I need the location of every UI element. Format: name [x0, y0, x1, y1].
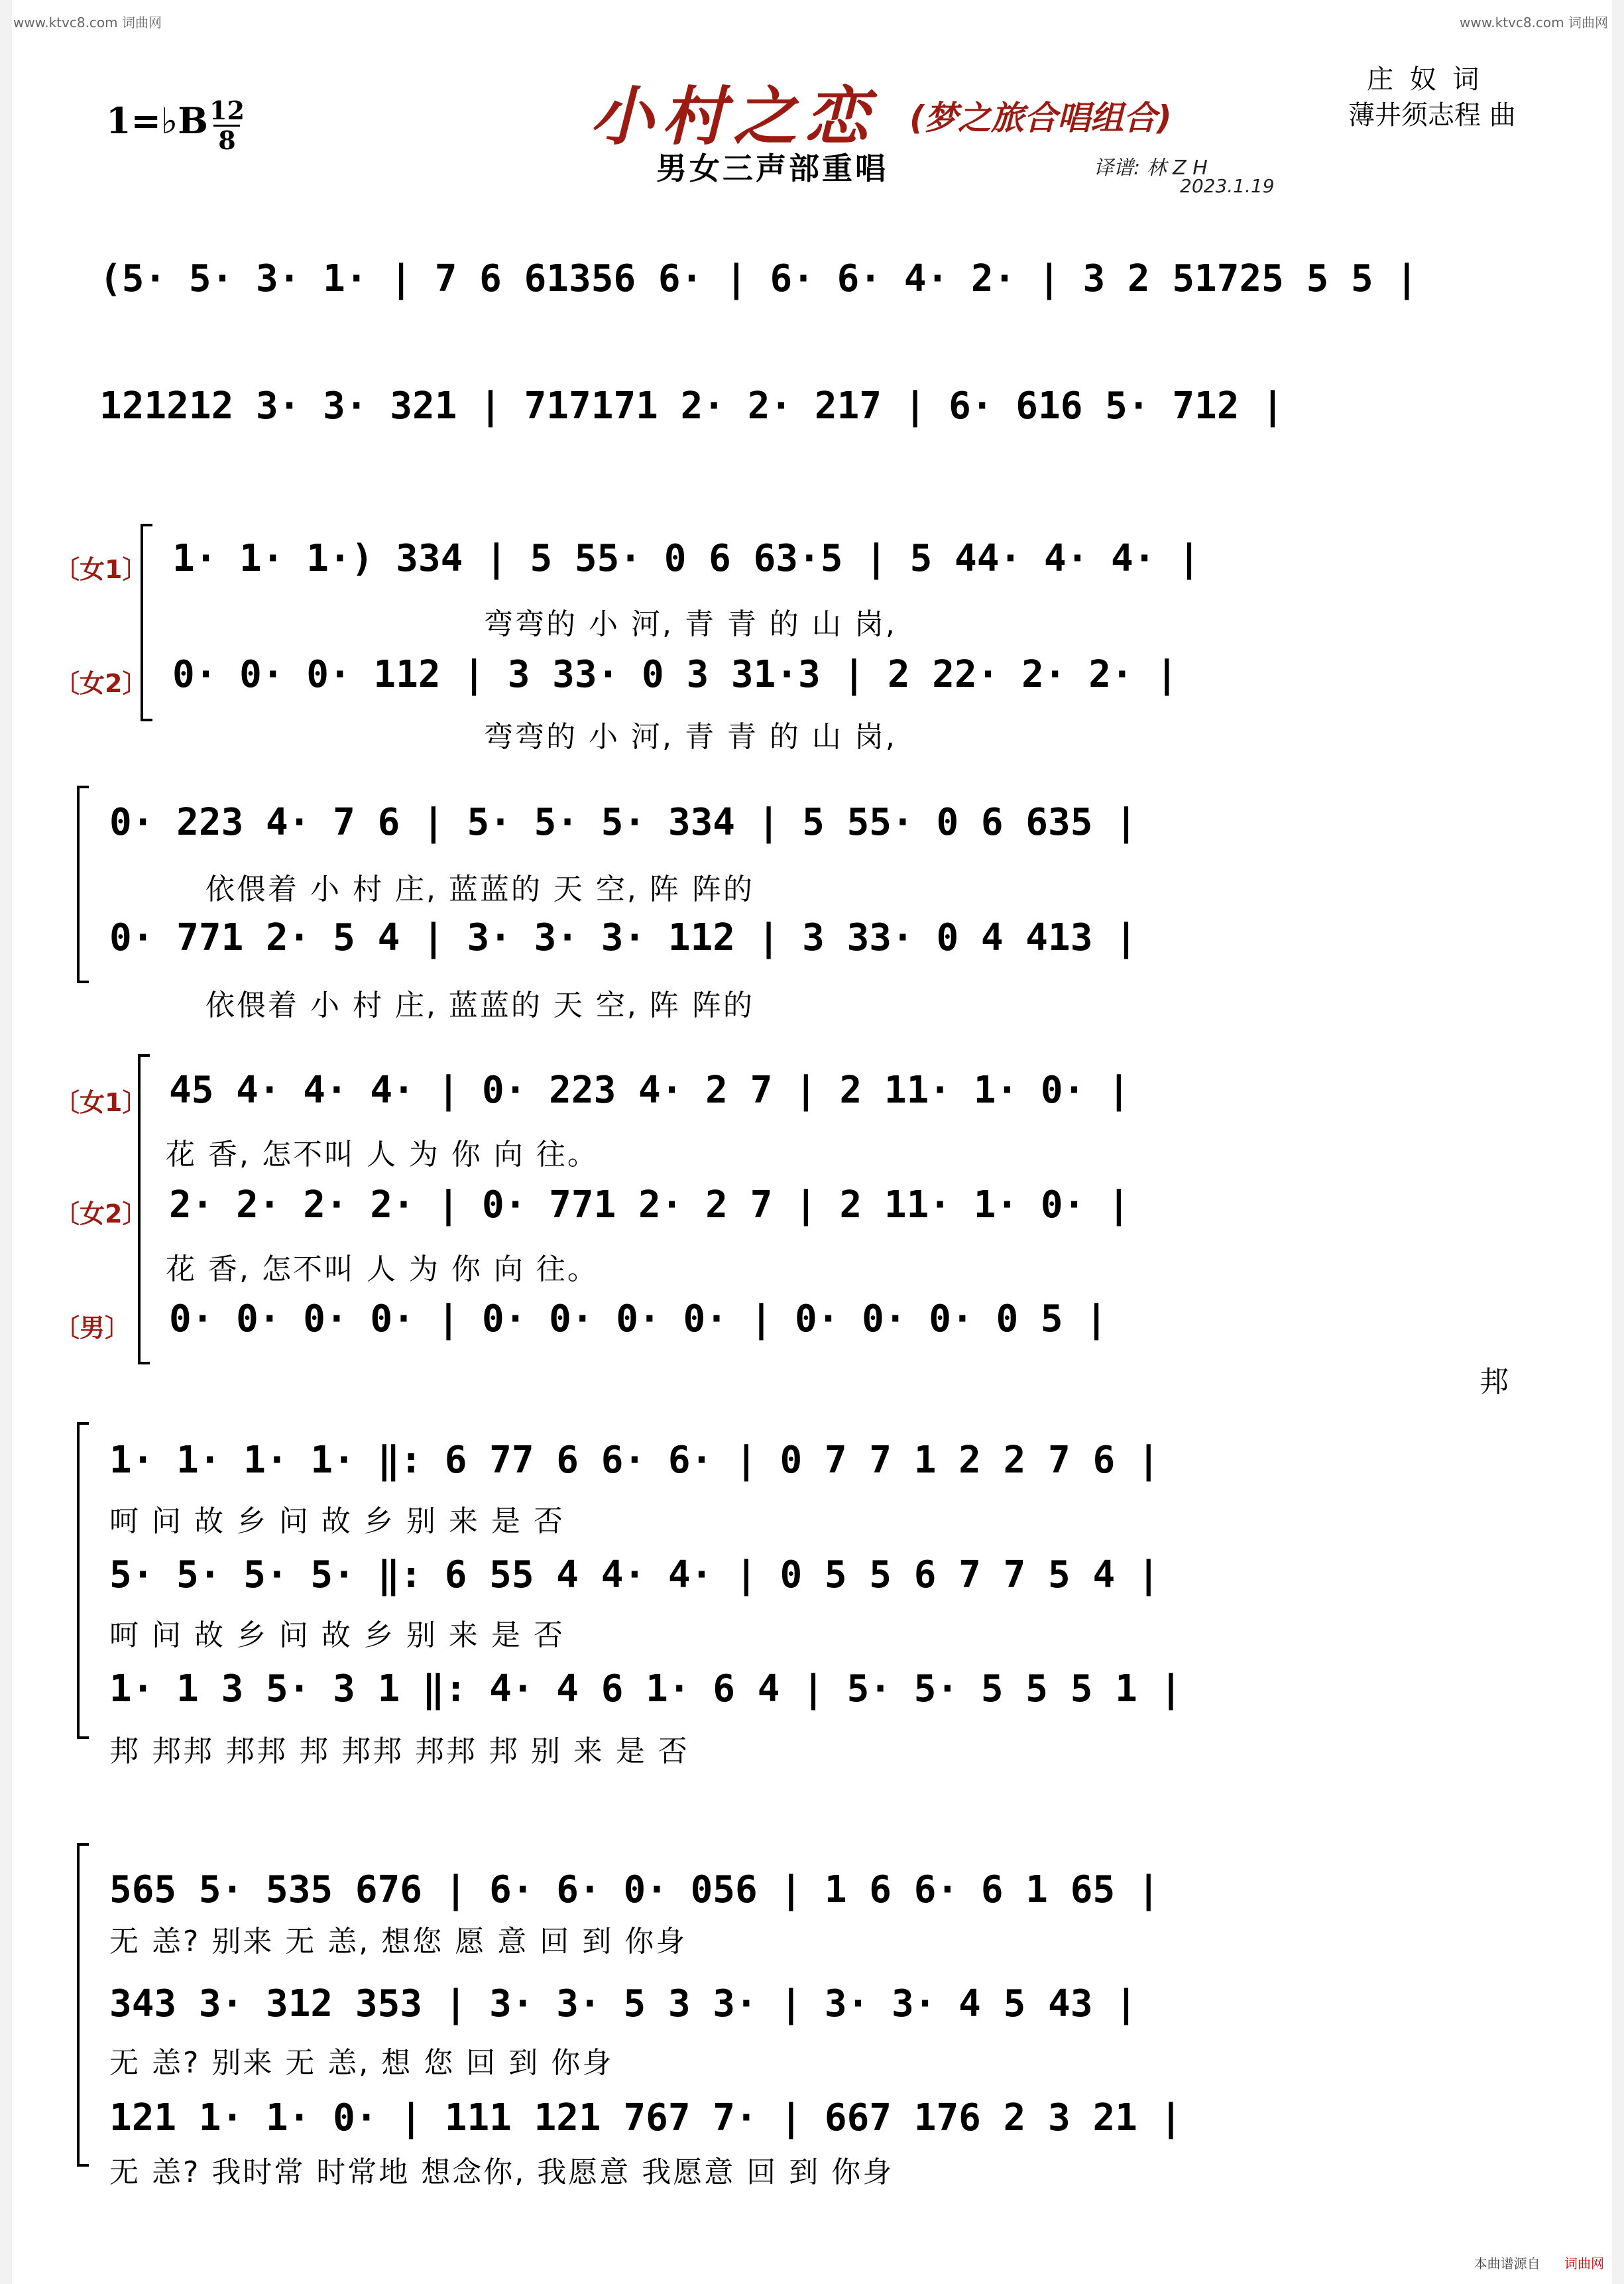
meter-bottom: 8: [218, 125, 236, 155]
score-line: 0· 223 4· 7 6 | 5· 5· 5· 334 | 5 55· 0 6 635 |: [109, 801, 1137, 844]
part-label-female1: 〔女1〕: [54, 1088, 148, 1117]
composer: 薄井须志程 曲: [1348, 100, 1516, 131]
part-label-female2: 〔女2〕: [54, 669, 148, 698]
date: 2023.1.19: [1180, 175, 1275, 197]
lyricist: 庄 奴 词: [1367, 64, 1483, 95]
score-line: 1· 1 3 5· 3 1 ‖: 4· 4 6 1· 6 4 | 5· 5· 5 5 5 1 |: [109, 1667, 1183, 1711]
system-brace: [77, 786, 89, 983]
score-line: 343 3· 312 353 | 3· 3· 5 3 3· | 3· 3· 4 5 43 |: [109, 1982, 1137, 2025]
translator: 译谱: 林 Z H: [1094, 156, 1208, 180]
part-label-male: 〔男〕: [54, 1313, 131, 1343]
lyric-line: 花 香, 怎不叫 人 为 你 向 往。: [166, 1138, 599, 1172]
score-line: 0· 771 2· 5 4 | 3· 3· 3· 112 | 3 33· 0 4 413 |: [109, 916, 1137, 959]
score-line: 1· 1· 1·) 334 | 5 55· 0 6 63·5 | 5 44· 4· 4· |: [172, 537, 1200, 580]
left-border: [0, 0, 12, 2284]
meter-top: 12: [209, 95, 245, 125]
lyric-line: 弯弯的 小 河, 青 青 的 山 岗,: [484, 720, 897, 754]
lyric-line: 邦 邦邦 邦邦 邦 邦邦 邦邦 邦 别 来 是 否: [109, 1734, 689, 1768]
lyric-line: 无 恙? 别来 无 恙, 想 您 回 到 你身: [109, 2046, 614, 2080]
time-signature: [209, 97, 245, 154]
score-line: 0· 0· 0· 112 | 3 33· 0 3 31·3 | 2 22· 2· 2· |: [172, 653, 1179, 696]
system-brace: [77, 1843, 89, 2167]
part-label-female2: 〔女2〕: [54, 1199, 148, 1229]
lyric-line: 邦: [1479, 1365, 1511, 1399]
part-label-female1: 〔女1〕: [54, 555, 148, 584]
lyric-line: 无 恙? 别来 无 恙, 想您 愿 意 回 到 你身: [109, 1925, 687, 1958]
score-line: 121212 3· 3· 321 | 717171 2· 2· 217 | 6· 616 5· 712 |: [99, 385, 1284, 428]
lyric-line: 依偎着 小 村 庄, 蓝蓝的 天 空, 阵 阵的: [205, 872, 754, 906]
score-line: 2· 2· 2· 2· | 0· 771 2· 2 7 | 2 11· 1· 0· |: [169, 1183, 1130, 1227]
site-header-right: www.ktvc8.com 词曲网: [1459, 15, 1608, 30]
lyric-line: 依偎着 小 村 庄, 蓝蓝的 天 空, 阵 阵的: [205, 989, 754, 1022]
lyric-line: 呵 问 故 乡 问 故 乡 别 来 是 否: [109, 1504, 565, 1538]
score-line: 5· 5· 5· 5· ‖: 6 55 4 4· 4· | 0 5 5 6 7 7 5 4 |: [109, 1553, 1160, 1596]
lyric-line: 呵 问 故 乡 问 故 乡 别 来 是 否: [109, 1618, 565, 1652]
lyric-line: 花 香, 怎不叫 人 为 你 向 往。: [166, 1252, 599, 1286]
score-line: 1· 1· 1· 1· ‖: 6 77 6 6· 6· | 0 7 7 1 2 2 7 6 |: [109, 1439, 1160, 1482]
score-line: 0· 0· 0· 0· | 0· 0· 0· 0· | 0· 0· 0· 0 5 |: [169, 1297, 1108, 1341]
site-header-left: www.ktvc8.com 词曲网: [13, 15, 162, 30]
system-brace: [138, 1054, 150, 1364]
arrangement-heading: 男女三声部重唱: [656, 150, 888, 186]
song-title: 小村之恋: [590, 80, 876, 154]
song-subtitle: (梦之旅合唱组合): [909, 99, 1172, 137]
footer: [1474, 2253, 1604, 2272]
score-line: 565 5· 535 676 | 6· 6· 0· 056 | 1 6 6· 6 1 65 |: [109, 1868, 1160, 1911]
lyric-line: 弯弯的 小 河, 青 青 的 山 岗,: [484, 607, 897, 641]
score-line: (5· 5· 3· 1· | 7 6 61356 6· | 6· 6· 4· 2· | 3 2 51725 5 5 |: [99, 257, 1419, 300]
score-line: 45 4· 4· 4· | 0· 223 4· 2 7 | 2 11· 1· 0· |: [169, 1069, 1130, 1112]
footer-site: 词曲网: [1564, 2255, 1604, 2271]
system-brace: [141, 524, 152, 721]
key-signature: 1=♭B: [106, 99, 208, 142]
system-brace: [77, 1422, 89, 1739]
right-border: [1612, 0, 1624, 2284]
score-line: 121 1· 1· 0· | 111 121 767 7· | 667 176 2 3 21 |: [109, 2096, 1183, 2139]
lyric-line: 无 恙? 我时常 时常地 想念你, 我愿意 我愿意 回 到 你身: [109, 2155, 894, 2189]
footer-source: 本曲谱源自: [1474, 2255, 1540, 2271]
